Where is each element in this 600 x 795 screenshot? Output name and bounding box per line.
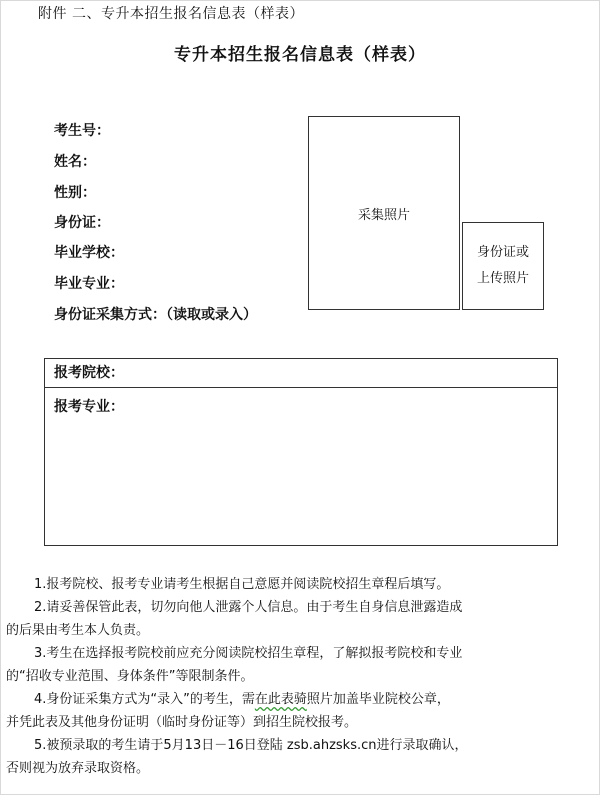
application-major-label: 报考专业： bbox=[54, 399, 124, 415]
note-2-line2: 的后果由考生本人负责。 bbox=[6, 623, 150, 638]
id-photo-label-line1: 身份证或 bbox=[476, 245, 529, 260]
application-box bbox=[44, 358, 558, 546]
note-4-line2: 并凭此表及其他身份证明（临时身份证等）到招生院校报考。 bbox=[6, 715, 358, 730]
note-5-line2: 否则视为放弃录取资格。 bbox=[6, 761, 150, 776]
field-id-collection-method: 身份证采集方式：（读取或录入） bbox=[54, 307, 257, 323]
photo-capture-box bbox=[308, 116, 460, 310]
field-graduate-major: 毕业专业： bbox=[54, 276, 124, 292]
id-photo-upload-box bbox=[462, 222, 544, 310]
note-1: 1.报考院校、报考专业请考生根据自己意愿并阅读院校招生章程后填写。 bbox=[34, 577, 450, 592]
application-major-row bbox=[45, 388, 557, 416]
note-4-text-pre: 4.身份证采集方式为“录入”的考生，需 bbox=[34, 692, 255, 707]
note-4-text-squiggle: 在此表骑 bbox=[254, 692, 307, 707]
id-photo-label-line2: 上传照片 bbox=[476, 271, 529, 286]
attachment-header: 附件 二、专升本招生报名信息表（样表） bbox=[38, 6, 304, 22]
field-id-card: 身份证： bbox=[54, 215, 110, 231]
field-gender: 性别： bbox=[54, 185, 96, 201]
field-graduate-school: 毕业学校： bbox=[54, 245, 124, 261]
note-2-line1: 2.请妥善保管此表，切勿向他人泄露个人信息。由于考生自身信息泄露造成 bbox=[34, 600, 463, 615]
form-title: 专升本招生报名信息表（样表） bbox=[174, 45, 426, 65]
field-name: 姓名： bbox=[54, 154, 96, 170]
notes-section bbox=[6, 573, 592, 780]
note-5-line1: 5.被预录取的考生请于5月13日－16日登陆 zsb.ahzsks.cn进行录取确认， bbox=[34, 738, 468, 753]
note-4-text-post: 照片加盖毕业院校公章， bbox=[306, 692, 450, 707]
note-3-line1: 3.考生在选择报考院校前应充分阅读院校招生章程，了解拟报考院校和专业 bbox=[34, 646, 463, 661]
note-3-line2: 的“招收专业范围、身体条件”等限制条件。 bbox=[6, 669, 254, 684]
field-candidate-number: 考生号： bbox=[54, 123, 110, 139]
note-4-line1 bbox=[6, 688, 592, 711]
application-school-label: 报考院校： bbox=[54, 365, 124, 381]
application-school-row bbox=[45, 359, 557, 388]
photo-capture-label: 采集照片 bbox=[357, 207, 410, 223]
